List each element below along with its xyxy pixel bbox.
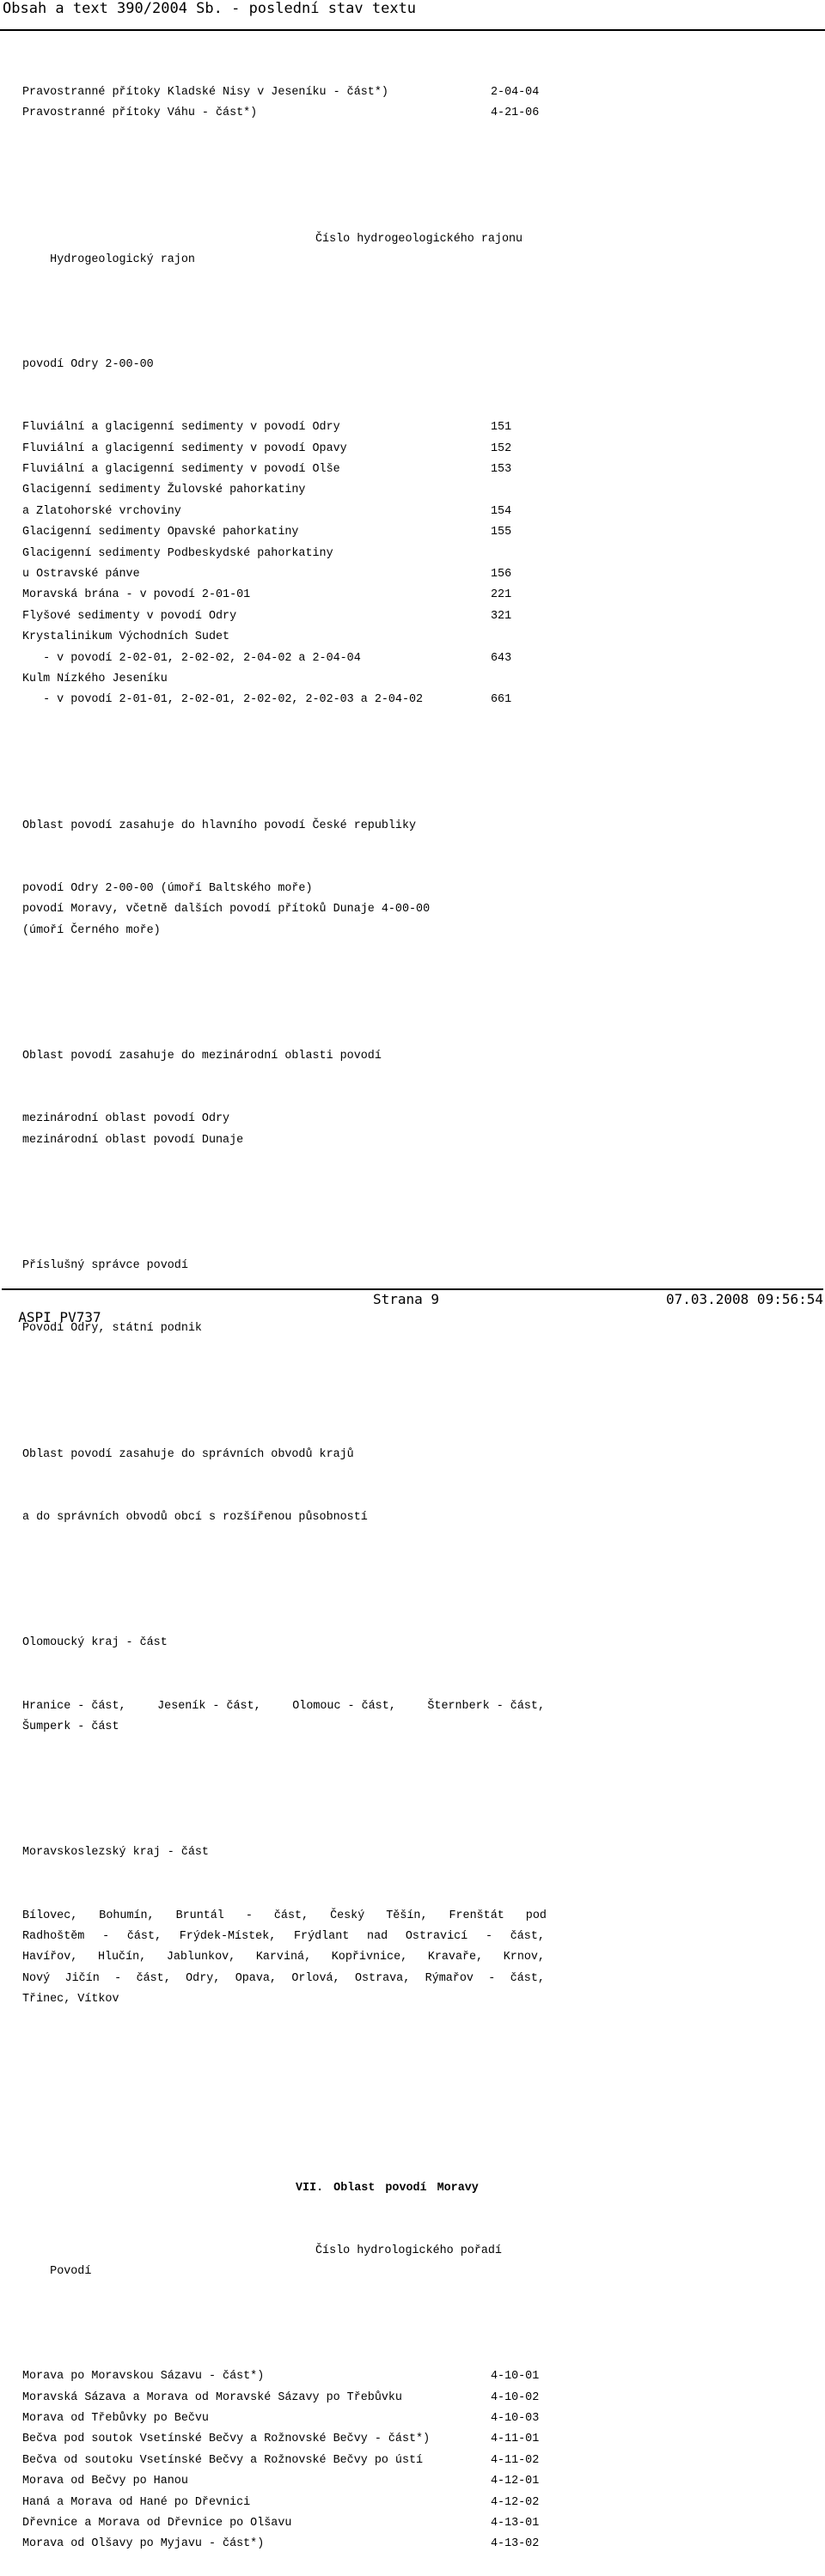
word: část, (273, 1909, 309, 1922)
word: Karviná, (255, 1951, 312, 1964)
section-vii-col-right: Číslo hydrologického pořadí (315, 2244, 502, 2257)
rajon-row (22, 480, 822, 501)
word: Frýdlant (294, 1929, 350, 1943)
section-vii-rows (22, 2366, 822, 2555)
section-vii-title-word: povodí (385, 2181, 427, 2195)
word: Hlučín, (97, 1951, 147, 1964)
word: Ostrava, (354, 1971, 411, 1985)
rajon-row-code: 156 (491, 567, 512, 581)
hydro-header-right: Číslo hydrogeologického rajonu (315, 232, 523, 246)
word: Šternberk - část, (427, 1699, 545, 1713)
section-vii-title (22, 2178, 822, 2199)
section-vii-columns (22, 2241, 822, 2279)
word: - (102, 1929, 110, 1943)
word: Orlová, (291, 1971, 340, 1985)
rajon-row (22, 502, 822, 522)
hydro-order-row-name: Morava po Moravskou Sázavu - část*) (22, 2370, 265, 2384)
rajon-row-name: u Ostravské pánve (22, 567, 140, 581)
basin-row-code: 4-21-06 (491, 107, 540, 120)
administrator-value: Povodí Odry, státní podnik (22, 1322, 202, 1336)
word: Kravaře, (427, 1951, 484, 1964)
footer-page: Strana 9 (373, 1291, 440, 1307)
word: Rýmařov (425, 1971, 474, 1985)
top-rows (22, 82, 822, 125)
header-rule (0, 29, 825, 31)
intl-basin-lines (22, 1109, 822, 1151)
intl-basin-line: mezinárodní oblast povodí Odry (22, 1112, 230, 1126)
rajon-row-name: Glacigenní sedimenty Opavské pahorkatiny (22, 526, 299, 539)
basin-row (22, 82, 822, 103)
olomoucky-line-text: Šumperk - část (22, 1720, 119, 1733)
rajon-row (22, 439, 822, 460)
hydro-order-row (22, 2534, 822, 2555)
rajon-row (22, 417, 822, 438)
rajon-row-name: Fluviální a glacigenní sedimenty v povodí Opavy (22, 442, 347, 455)
hydro-order-row-name: Haná a Morava od Hané po Dřevnici (22, 2495, 251, 2509)
regions-heading-2: a do správních obvodů obcí s rozšířenou působností (22, 1510, 368, 1524)
olomoucky-lines (22, 1696, 822, 1739)
word: Jičín (64, 1971, 100, 1985)
rajon-row-code: 152 (491, 442, 512, 455)
basin-row-name: Pravostranné přítoky Váhu - část*) (22, 107, 258, 120)
hydro-order-row (22, 2409, 822, 2429)
rajon-row-code: 321 (491, 609, 512, 623)
hydro-order-row-name: Morava od Bečvy po Hanou (22, 2475, 188, 2488)
rajon-row (22, 606, 822, 627)
word: část, (136, 1971, 171, 1985)
rajon-row-name: Krystalinikum Východních Sudet (22, 630, 230, 644)
word: Frenštát (449, 1909, 504, 1922)
rajon-row (22, 627, 822, 648)
rajon-row (22, 690, 822, 710)
hydro-order-row-code: 4-10-03 (491, 2412, 540, 2426)
moravskoslezsky-title: Moravskoslezský kraj - část (22, 1846, 209, 1860)
word: Radhoštěm (22, 1929, 85, 1943)
hydro-order-row-name: Moravská Sázava a Morava od Moravské Sázavy po Třebůvku (22, 2390, 402, 2404)
rajon-row (22, 544, 822, 564)
footer-left: ASPI PV737 (18, 1309, 101, 1325)
moravskoslezsky-line (22, 1906, 822, 1927)
rajon-row-code: 155 (491, 526, 512, 539)
word: nad (367, 1929, 388, 1943)
main-basin-lines (22, 879, 822, 941)
section-vii-col-left: Povodí (50, 2265, 92, 2279)
rajon-row (22, 460, 822, 480)
main-basin-line: povodí Odry 2-00-00 (úmoří Baltského moře) (22, 881, 313, 895)
hydro-order-row (22, 2429, 822, 2450)
word: Krnov, (503, 1951, 545, 1964)
basin-row-name: Pravostranné přítoky Kladské Nisy v Jeseníku - část*) (22, 85, 388, 99)
rajon-row (22, 585, 822, 606)
moravskoslezsky-line (22, 1927, 822, 1947)
basin-row (22, 103, 822, 124)
intl-basin-heading: Oblast povodí zasahuje do mezinárodní oblasti povodí (22, 1050, 382, 1063)
olomoucky-line (22, 1717, 822, 1738)
olomoucky-line (22, 1696, 822, 1717)
main-basin-heading: Oblast povodí zasahuje do hlavního povodí České republiky (22, 819, 417, 832)
hydro-order-row-name: Dřevnice a Morava od Dřevnice po Olšavu (22, 2517, 292, 2530)
section-vii-title-word: Moravy (437, 2181, 479, 2195)
moravskoslezsky-line (22, 1989, 822, 2010)
moravskoslezsky-line-words (22, 1906, 547, 1927)
rajon-row-code: 643 (491, 651, 512, 665)
page-footer (2, 1288, 823, 1325)
rajon-row-code: 661 (491, 693, 512, 707)
rajon-row-code: 221 (491, 588, 512, 602)
hydro-order-row-code: 4-10-02 (491, 2390, 540, 2404)
document-header: Obsah a text 390/2004 Sb. - poslední stav textu (3, 0, 417, 17)
word: Havířov, (22, 1951, 78, 1964)
footer-timestamp: 07.03.2008 09:56:54 (665, 1291, 823, 1307)
hydro-order-row-code: 4-12-02 (491, 2495, 540, 2509)
word: Frýdek-Místek, (179, 1929, 277, 1943)
main-basin-line: (úmoří Černého moře) (22, 923, 161, 937)
administrator-heading: Příslušný správce povodí (22, 1259, 188, 1273)
section-vii-title-word: Oblast (333, 2181, 376, 2195)
moravskoslezsky-line (22, 1947, 822, 1968)
section-vii-title-word: VII. (296, 2181, 324, 2195)
rajon-row-name: Glacigenní sedimenty Podbeskydské pahorkatiny (22, 546, 333, 560)
hydro-order-row-name: Bečva pod soutok Vsetínské Bečvy a Rožnovské Bečvy - část*) (22, 2433, 431, 2446)
rajon-row-name: Glacigenní sedimenty Žulovské pahorkatiny (22, 484, 306, 497)
word: Bruntál (175, 1909, 224, 1922)
hydro-header-left: Hydrogeologický rajon (50, 253, 195, 267)
rajon-row-name: - v povodí 2-01-01, 2-02-01, 2-02-02, 2-02-03 a 2-04-02 (22, 693, 424, 707)
word: pod (525, 1909, 547, 1922)
word: Těšín, (386, 1909, 428, 1922)
hydro-order-row (22, 2513, 822, 2534)
document-body (22, 40, 822, 2576)
basin-row-code: 2-04-04 (491, 85, 540, 99)
rajon-row (22, 522, 822, 543)
main-basin-line: povodí Moravy, včetně dalších povodí přítoků Dunaje 4-00-00 (22, 903, 431, 917)
rajon-row-name: Fluviální a glacigenní sedimenty v povodí Olše (22, 463, 340, 476)
word: Kopřivnice, (331, 1951, 408, 1964)
rajon-row-code: 154 (491, 504, 512, 518)
word: Opava, (235, 1971, 277, 1985)
hydro-order-row (22, 2493, 822, 2513)
word: Český (330, 1909, 365, 1922)
word: - (114, 1971, 122, 1985)
rajon-row-name: Fluviální a glacigenní sedimenty v povodí Odry (22, 421, 340, 435)
word: část, (126, 1929, 162, 1943)
olomoucky-title: Olomoucký kraj - část (22, 1636, 168, 1650)
word: - (245, 1909, 253, 1922)
rajon-row-name: Kulm Nízkého Jeseníku (22, 672, 168, 685)
hydro-order-row (22, 2388, 822, 2409)
hydro-order-row-name: Bečva od soutoku Vsetínské Bečvy a Rožnovské Bečvy po ústí (22, 2453, 424, 2467)
word: část, (510, 1929, 545, 1943)
rajon-row (22, 564, 822, 585)
moravskoslezsky-line-text: Třinec, Vítkov (22, 1993, 119, 2007)
word: - (488, 1971, 496, 1985)
rajon-row-name: Moravská brána - v povodí 2-01-01 (22, 588, 251, 602)
moravskoslezsky-line (22, 1969, 822, 1989)
word: Jeseník - část, (157, 1699, 261, 1713)
rajon-row-name: a Zlatohorské vrchoviny (22, 504, 181, 518)
basin-label: povodí Odry 2-00-00 (22, 358, 154, 372)
intl-basin-line: mezinárodní oblast povodí Dunaje (22, 1133, 244, 1147)
olomoucky-line-words (22, 1696, 545, 1717)
hydro-order-row-code: 4-10-01 (491, 2370, 540, 2384)
hydro-order-row-code: 4-11-01 (491, 2433, 540, 2446)
moravskoslezsky-line-words (22, 1969, 545, 1989)
word: Odry, (186, 1971, 221, 1985)
rajon-rows (22, 417, 822, 710)
moravskoslezsky-line-words (22, 1947, 545, 1968)
rajon-row-code: 153 (491, 463, 512, 476)
rajon-row-name: Flyšové sedimenty v povodí Odry (22, 609, 237, 623)
word: - (485, 1929, 492, 1943)
rajon-row (22, 669, 822, 690)
word: Hranice - část, (22, 1699, 126, 1713)
word: Ostravicí (405, 1929, 468, 1943)
hydro-order-row-code: 4-12-01 (491, 2475, 540, 2488)
rajon-row (22, 649, 822, 669)
hydro-order-row-name: Morava od Třebůvky po Bečvu (22, 2412, 209, 2426)
hydro-order-row (22, 2471, 822, 2492)
word: Bohumín, (99, 1909, 155, 1922)
hydro-order-row (22, 2451, 822, 2471)
hydro-order-row-code: 4-11-02 (491, 2453, 540, 2467)
word: část, (510, 1971, 545, 1985)
regions-heading-1: Oblast povodí zasahuje do správních obvodů krajů (22, 1447, 354, 1461)
word: Bílovec, (22, 1909, 78, 1922)
hydro-order-row-code: 4-13-02 (491, 2537, 540, 2551)
hydro-order-row (22, 2366, 822, 2387)
word: Nový (22, 1971, 51, 1985)
moravskoslezsky-lines (22, 1906, 822, 2011)
word: Olomouc - část, (292, 1699, 396, 1713)
hydro-order-row-code: 4-13-01 (491, 2517, 540, 2530)
word: Jablunkov, (166, 1951, 236, 1964)
moravskoslezsky-line-words (22, 1927, 545, 1947)
rajon-row-name: - v povodí 2-02-01, 2-02-02, 2-04-02 a 2-04-04 (22, 651, 361, 665)
rajon-row-code: 151 (491, 421, 512, 435)
hydro-order-row-name: Morava od Olšavy po Myjavu - část*) (22, 2537, 265, 2551)
hydro-header (22, 229, 822, 267)
